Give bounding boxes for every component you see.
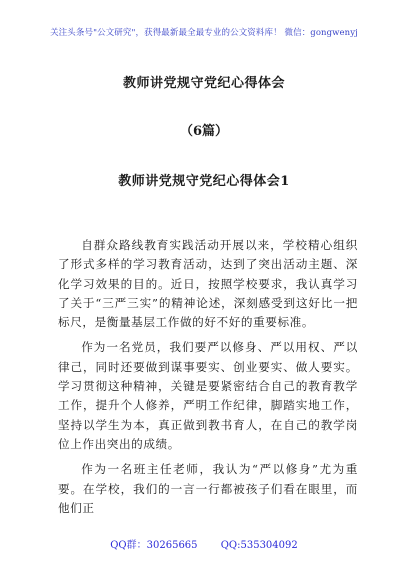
paragraph: 作为一名班主任老师，我认为“严以修身”尤为重要。在学校，我们的一言一行都被孩子们看在眼里，而他们正 xyxy=(58,462,358,515)
qq-group: QQ群：30265665 xyxy=(110,540,198,551)
qq-number: QQ:535304092 xyxy=(220,540,298,551)
body-text xyxy=(58,236,358,524)
paragraph: 作为一名党员，我们要严以修身、严以用权、严以律己，同时还要做到谋事要实、创业要实、做人要实。学习贯彻这种精神，关键是要紧密结合自己的教育教学工作，提升个人修养，严明工作纪律，脚踏实地工作，坚持以学生为本，真正做到教书育人，在自己的教学岗位上作出突出的成绩。 xyxy=(58,340,358,451)
document-count: （6篇） xyxy=(179,124,229,139)
section-title: 教师讲党规守党纪心得体会1 xyxy=(118,174,290,189)
footer-contact xyxy=(0,536,408,551)
header-note: 关注头条号"公文研究"，获得最新最全最专业的公文资料库！ 微信：gongwenyj xyxy=(50,28,358,38)
paragraph: 自群众路线教育实践活动开展以来，学校精心组织了形式多样的学习教育活动，达到了突出活动主题、深化学习效果的目的。近日，按照学校要求，我认真学习了关于“三严三实”的精神论述，深刻感受到这好比一把标尺，是衡量基层工作做的好不好的重要标准。 xyxy=(58,238,358,330)
document-title: 教师讲党规守党纪心得体会 xyxy=(122,76,285,91)
